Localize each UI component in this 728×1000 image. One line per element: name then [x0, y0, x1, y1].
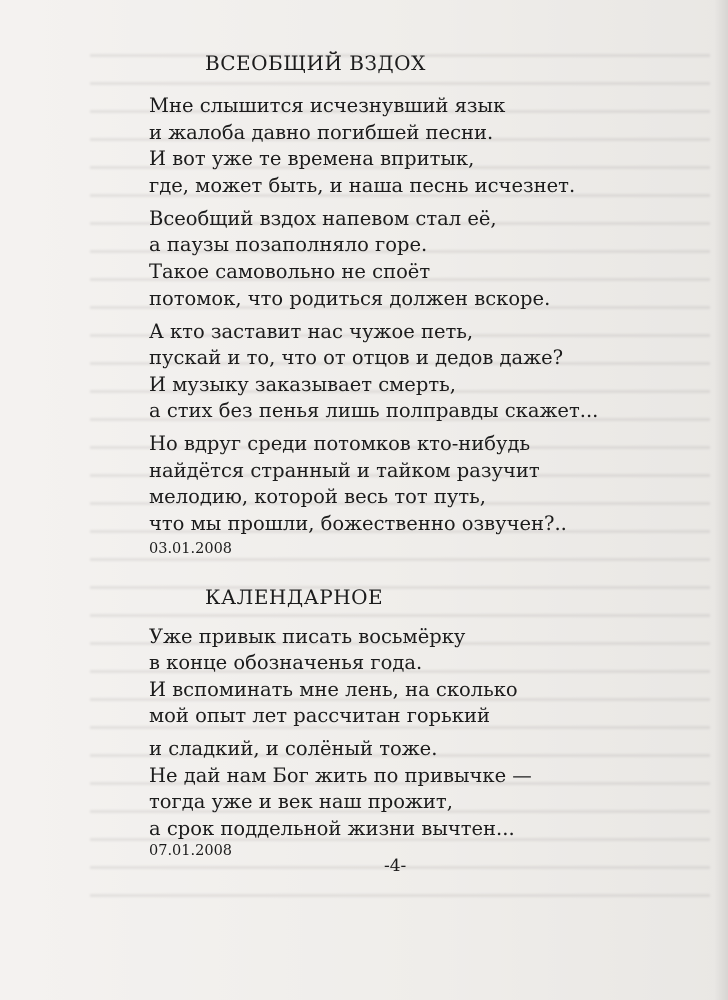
poem-line: найдётся странный и тайком разучит	[149, 459, 540, 482]
poem-line: а паузы позаполняло горе.	[149, 233, 428, 256]
poem-line: что мы прошли, божественно озвучен?..	[149, 512, 567, 535]
poem-line: А кто заставит нас чужое петь,	[149, 320, 474, 343]
page-edge-shadow	[714, 0, 728, 1000]
poem-line: потомок, что родиться должен вскоре.	[149, 287, 551, 310]
poem-line: Мне слышится исчезнувший язык	[149, 94, 506, 117]
poem-title: КАЛЕНДАРНОЕ	[205, 585, 384, 609]
poem-line: И музыку заказывает смерть,	[149, 373, 456, 396]
poem-line: Такое самовольно не споёт	[149, 260, 431, 283]
page-number: -4-	[384, 856, 407, 876]
poem-line: И вот уже те времена впритык,	[149, 147, 475, 170]
poem-line: и жалоба давно погибшей песни.	[149, 121, 494, 144]
poem-line: и сладкий, и солёный тоже.	[149, 737, 438, 760]
poem-line: Уже привык писать восьмёрку	[149, 625, 466, 648]
poem-line: где, может быть, и наша песнь исчезнет.	[149, 174, 576, 197]
poem-title: ВСЕОБЩИЙ ВЗДОХ	[205, 51, 426, 75]
poem-date: 03.01.2008	[149, 541, 233, 557]
poem-line: Но вдруг среди потомков кто-нибудь	[149, 432, 531, 455]
poem-line: мой опыт лет рассчитан горький	[149, 704, 490, 727]
poem-line: а срок поддельной жизни вычтен...	[149, 817, 515, 840]
poem-line: в конце обозначенья года.	[149, 651, 423, 674]
poem-line: мелодию, которой весь тот путь,	[149, 485, 486, 508]
poem-line: пускай и то, что от отцов и дедов даже?	[149, 346, 564, 369]
poem-line: Не дай нам Бог жить по привычке —	[149, 764, 532, 787]
poem-date: 07.01.2008	[149, 843, 233, 859]
poem-line: а стих без пенья лишь полправды скажет...	[149, 399, 599, 422]
poem-line: Всеобщий вздох напевом стал её,	[149, 207, 497, 230]
poem-line: тогда уже и век наш прожит,	[149, 790, 453, 813]
poem-line: И вспоминать мне лень, на сколько	[149, 678, 518, 701]
